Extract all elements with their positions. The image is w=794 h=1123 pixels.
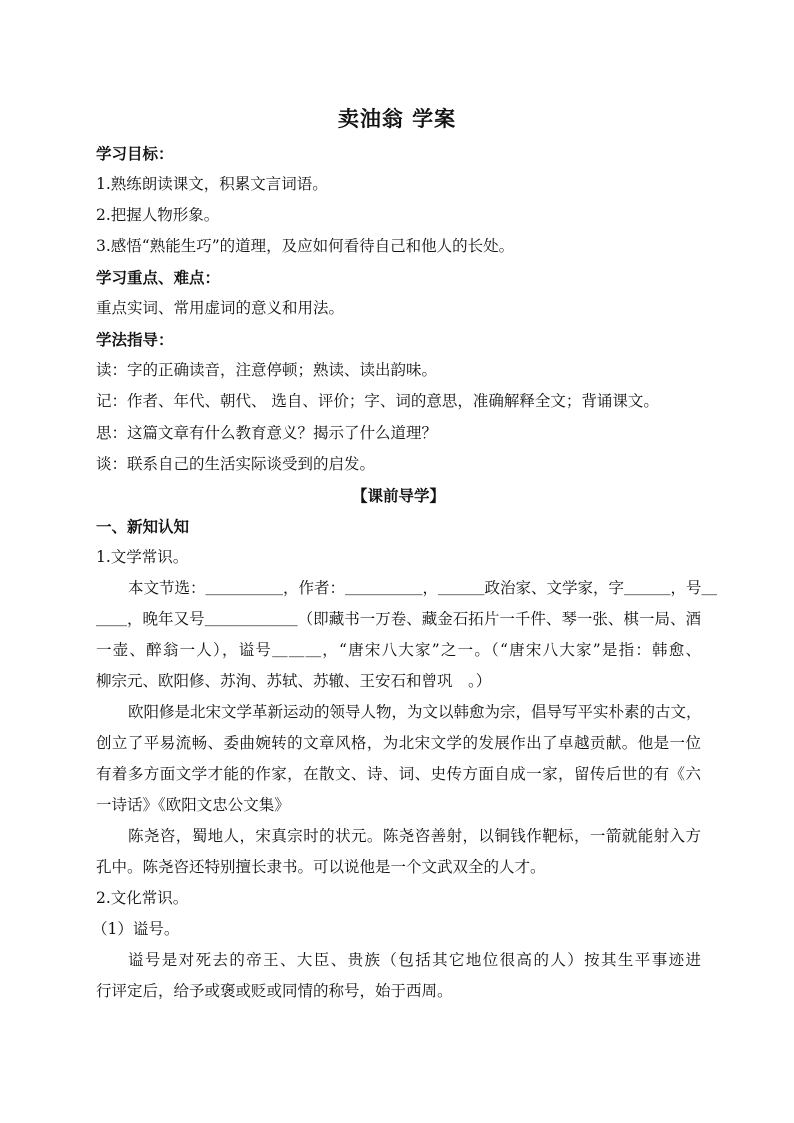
culture-subheading: （1）谥号。 xyxy=(92,920,180,938)
objective-item: 1.熟练朗读课文，积累文言词语。 xyxy=(96,175,328,193)
culture-heading: 2.文化常识。 xyxy=(96,889,189,907)
key-points-text: 重点实词、常用虚词的意义和用法。 xyxy=(96,299,345,317)
ouyang-line: 一诗话》《欧阳文忠公文集》 xyxy=(96,796,290,814)
section-heading: 一、新知认知 xyxy=(96,517,190,536)
literature-line: ＿＿，晚年又号＿＿＿＿＿＿（即藏书一万卷、藏金石拓片一千件、琴一张、棋一局、酒 xyxy=(96,610,701,628)
literature-line: 柳宗元、欧阳修、苏洵、苏轼、苏辙、王安石和曾巩 。） xyxy=(96,672,492,690)
chen-line: 孔中。陈尧咨还特别擅长隶书。可以说他是一个文武双全的人才。 xyxy=(96,858,546,876)
culture-line: 谥号是对死去的帝王、大臣、贵族（包括其它地位很高的人）按其生平事迹进 xyxy=(128,951,701,969)
objectives-heading: 学习目标： xyxy=(96,144,174,163)
key-points-heading: 学习重点、难点： xyxy=(96,268,221,287)
page-title: 卖油翁 学案 xyxy=(337,106,457,131)
objective-item: 2.把握人物形象。 xyxy=(96,206,220,224)
method-item: 思：这篇文章有什么教育意义？揭示了什么道理？ xyxy=(96,424,438,442)
method-heading: 学法指导： xyxy=(96,330,174,349)
method-item: 记：作者、年代、朝代、 选自、评价；字、词的意思，准确解释全文；背诵课文。 xyxy=(96,392,659,410)
ouyang-line: 有着多方面文学才能的作家，在散文、诗、词、史传方面自成一家，留传后世的有《六 xyxy=(96,765,701,783)
method-item: 谈：联系自己的生活实际谈受到的启发。 xyxy=(96,455,376,473)
method-item: 读：字的正确读音，注意停顿；熟读、读出韵味。 xyxy=(96,361,438,379)
objective-item: 3.感悟“熟能生巧”的道理，及应如何看待自己和他人的长处。 xyxy=(96,237,515,255)
preview-heading: 【课前导学】 xyxy=(351,486,445,505)
chen-line: 陈尧咨，蜀地人，宋真宗时的状元。陈尧咨善射，以铜钱作靶标，一箭就能射入方 xyxy=(128,827,701,845)
culture-line: 行评定后，给予或褒或贬或同情的称号，始于西周。 xyxy=(96,982,453,1000)
literature-heading: 1.文学常识。 xyxy=(96,548,189,566)
ouyang-line: 创立了平易流畅、委曲婉转的文章风格，为北宋文学的发展作出了卓越贡献。他是一位 xyxy=(96,734,701,752)
literature-line: 一壶、醉翁一人），谥号＿＿＿，“唐宋八大家”之一。（“唐宋八大家”是指：韩愈、 xyxy=(96,641,701,659)
ouyang-line: 欧阳修是北宋文学革新运动的领导人物，为文以韩愈为宗，倡导写平实朴素的古文， xyxy=(128,703,702,721)
literature-line: 本文节选：＿＿＿＿＿，作者：＿＿＿＿＿，＿＿＿政治家、文学家，字＿＿＿，号＿ xyxy=(128,579,718,597)
